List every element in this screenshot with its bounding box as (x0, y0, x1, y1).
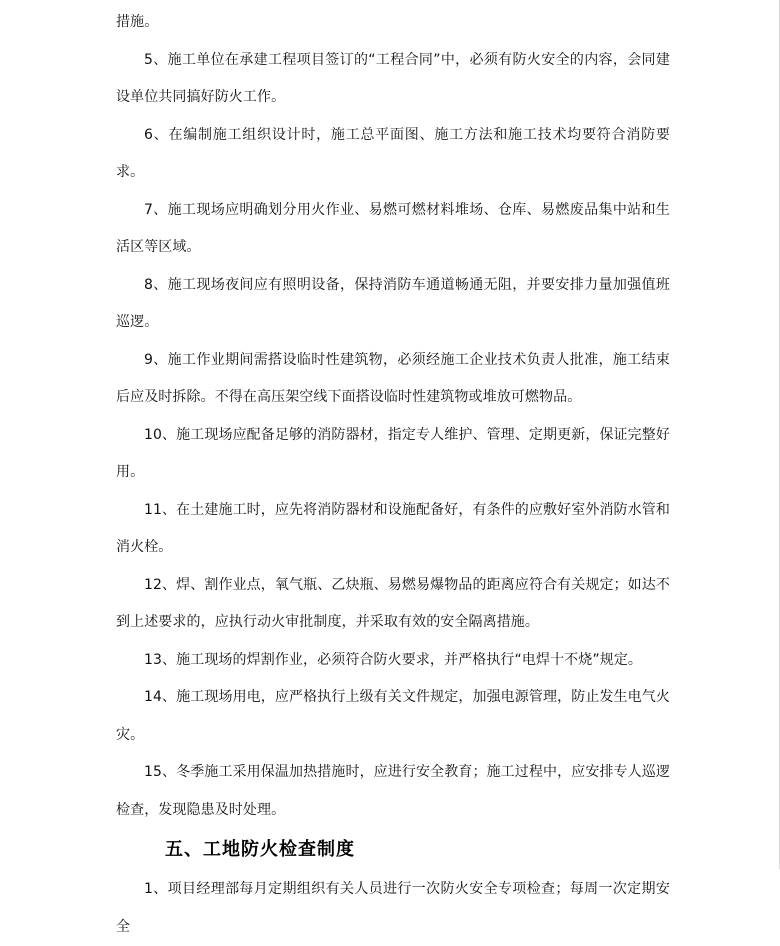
paragraph-continuation: 措施。 (116, 14, 159, 30)
paragraph-item-15: 15、冬季施工采用保温加热措施时，应进行安全教育；施工过程中，应安排专人巡逻检查，发现隐患及时处理。 (116, 764, 670, 818)
paragraph-item-12: 12、焊、割作业点，氧气瓶、乙炔瓶、易燃易爆物品的距离应符合有关规定；如达不到上述要求的，应执行动火审批制度，并采取有效的安全隔离措施。 (116, 576, 670, 630)
document-body (116, 4, 670, 946)
paragraph-item-9: 9、施工作业期间需搭设临时性建筑物，必须经施工企业技术负责人批准，施工结束后应及时拆除。不得在高压架空线下面搭设临时性建筑物或堆放可燃物品。 (116, 351, 670, 405)
paragraph-item-13: 13、施工现场的焊割作业，必须符合防火要求，并严格执行“电焊十不烧”规定。 (144, 651, 643, 668)
paragraph-item-7: 7、施工现场应明确划分用火作业、易燃可燃材料堆场、仓库、易燃废品集中站和生活区等区域。 (116, 201, 670, 255)
paragraph-item-11: 11、在土建施工时，应先将消防器材和设施配备好，有条件的应敷好室外消防水管和消火栓。 (116, 501, 670, 555)
paragraph-item-5: 5、施工单位在承建工程项目签订的“工程合同”中，必须有防火安全的内容，会同建设单位共同搞好防火工作。 (116, 51, 670, 105)
paragraph-item-8: 8、施工现场夜间应有照明设备，保持消防车通道畅通无阻，并要安排力量加强值班巡逻。 (116, 276, 670, 330)
paragraph-item-6: 6、在编制施工组织设计时，施工总平面图、施工方法和施工技术均要符合消防要求。 (116, 126, 670, 180)
section-title: 五、工地防火检查制度 (165, 839, 355, 860)
paragraph-item-14: 14、施工现场用电，应严格执行上级有关文件规定，加强电源管理，防止发生电气火灾。 (116, 689, 670, 743)
paragraph-item-10: 10、施工现场应配备足够的消防器材，指定专人维护、管理、定期更新，保证完整好用。 (116, 426, 670, 480)
paragraph-section-item-1: 1、项目经理部每月定期组织有关人员进行一次防火安全专项检查；每周一次定期安全 (116, 881, 670, 935)
